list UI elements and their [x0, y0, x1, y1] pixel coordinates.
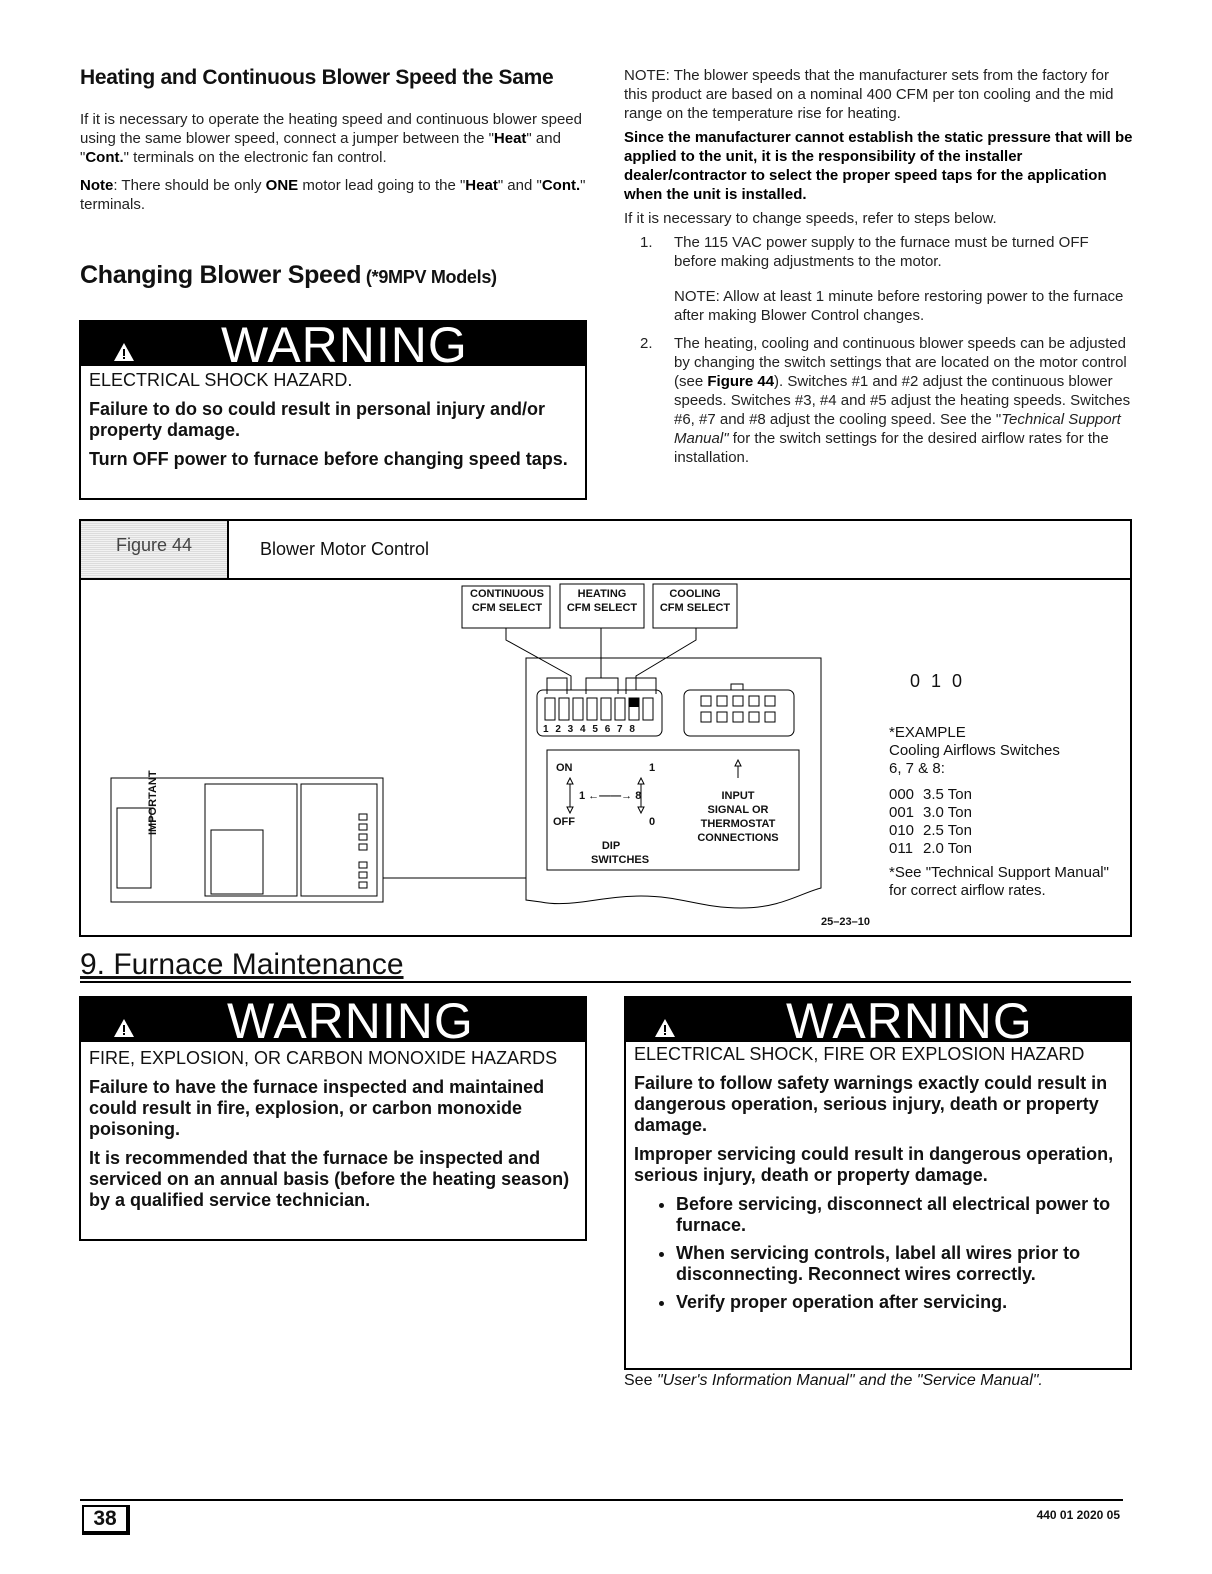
label-line: CFM SELECT	[659, 602, 731, 614]
example-footnote: *See "Technical Support Manual" for correct airflow rates.	[889, 864, 1109, 899]
text: " and "	[497, 177, 542, 194]
manual-ref: Technical Support Manual"	[674, 411, 1121, 447]
step-2	[624, 334, 1134, 467]
warning-bullets	[634, 1194, 1122, 1313]
left-body	[80, 110, 588, 223]
label-line: SWITCHES	[591, 854, 650, 866]
step-note: NOTE: Allow at least 1 minute before restoring power to the furnace after making Blower Control changes.	[674, 288, 1124, 324]
example-value: 3.5 Ton	[923, 786, 972, 803]
figure-label: Figure 44	[115, 535, 193, 555]
continuous-select-label	[463, 587, 551, 615]
text: : There should be only	[113, 177, 266, 194]
text-bold: Cont.	[85, 149, 124, 166]
warning-title: WARNING	[786, 993, 1033, 1049]
warning-consequence: Improper servicing could result in dangerous operation, serious injury, death or property damage.	[634, 1144, 1114, 1185]
step-number: 1.	[640, 234, 653, 251]
figure-ref: Figure 44	[707, 373, 775, 390]
example-code: 011	[889, 840, 913, 857]
example-subtitle: 6, 7 & 8:	[889, 760, 945, 777]
text: " and "	[80, 130, 561, 166]
warning-bullet: • Verify proper operation after servicing.	[676, 1292, 1122, 1313]
input-signal-label	[691, 789, 785, 845]
example-value: 2.5 Ton	[923, 822, 972, 839]
document-number: 440 01 2020 05	[1036, 1508, 1120, 1522]
paragraph-jumper	[80, 110, 588, 167]
heading-small: (*9MPV Models)	[361, 267, 497, 287]
on-value: 1	[649, 762, 656, 774]
warning-hazard: FIRE, EXPLOSION, OR CARBON MONOXIDE HAZARDS	[89, 1048, 558, 1068]
warning-triangle-icon	[654, 1018, 676, 1038]
example-rows	[889, 786, 1119, 858]
label-line: DIP	[601, 840, 621, 852]
warning-hazard: ELECTRICAL SHOCK HAZARD.	[89, 370, 353, 390]
heating-select-label	[560, 587, 644, 615]
right-body	[624, 66, 1134, 476]
figure-title: Blower Motor Control	[260, 539, 430, 559]
example-row	[889, 822, 1119, 840]
warning-body	[626, 1042, 1130, 1326]
warning-header	[81, 993, 585, 1049]
text: The heating, cooling and continuous blower speeds can be adjusted by changing the switch settings that are located on the motor control (see	[674, 335, 1127, 390]
warning-triangle-icon	[113, 1018, 135, 1038]
note-label: Note	[80, 177, 114, 194]
warning-bullet: • Before servicing, disconnect all electrical power to furnace.	[676, 1194, 1122, 1236]
warning-header	[81, 317, 585, 373]
dip-switches-label	[591, 839, 650, 867]
warning-triangle-icon	[113, 342, 135, 362]
drawing-code: 25–23–10	[821, 916, 870, 928]
text: motor lead going to the "	[298, 177, 466, 194]
switch-numbers: 1 2 3 4 5 6 7 8	[543, 724, 637, 735]
example-title: *EXAMPLE	[889, 724, 966, 741]
figure-title-bar	[227, 521, 1130, 580]
warning-box-electrical	[79, 317, 587, 500]
dip-switch-row	[545, 698, 653, 720]
label-line: THERMOSTAT	[700, 818, 776, 830]
text: for the switch settings for the desired airflow rates for the installation.	[674, 430, 1109, 466]
example-setting: 0 1 0	[910, 671, 966, 691]
important-label: IMPORTANT	[147, 770, 159, 835]
heading-main: Changing Blower Speed	[80, 261, 362, 289]
responsibility-paragraph: Since the manufacturer cannot establish the static pressure that will be applied to the unit, it is the responsibility of the installer dealer/contractor to select the proper speed taps for the application when the unit is installed.	[624, 129, 1133, 203]
warning-box-service	[624, 993, 1132, 1370]
example-value: 2.0 Ton	[923, 840, 972, 857]
text: See	[624, 1372, 657, 1389]
example-code: 001	[889, 804, 915, 821]
label-line: SIGNAL OR	[707, 804, 769, 816]
example-row	[889, 786, 1119, 804]
warning-header	[626, 993, 1130, 1049]
step-text: The 115 VAC power supply to the furnace must be turned OFF before making adjustments to the motor.	[674, 234, 1089, 270]
step-number: 2.	[640, 335, 653, 352]
text-bold: Heat	[493, 130, 527, 147]
warning-box-fire	[79, 993, 587, 1241]
page-number: 38	[82, 1505, 130, 1535]
on-label: ON	[556, 762, 573, 774]
warning-instruction: Turn OFF power to furnace before changing speed taps.	[89, 449, 568, 469]
text: If it is necessary to operate the heating speed and continuous blower speed using the same blower speed, connect a jumper between the "	[80, 111, 582, 147]
warning-instruction: It is recommended that the furnace be inspected and serviced on an annual basis (before the heating season) by a qualified service technician.	[89, 1148, 570, 1210]
label-line: CONNECTIONS	[697, 832, 779, 844]
switch-range: 1 ←——→ 8	[579, 790, 642, 802]
text: " terminals on the electronic fan control.	[123, 149, 387, 166]
text-bold: ONE	[265, 177, 299, 194]
off-label: OFF	[553, 816, 575, 828]
example-row	[889, 804, 1119, 822]
text: ). Switches #1 and #2 adjust the continuous blower speeds. Switches #3, #4 and #5 adjust the heating speeds. Switches #6, #7 and #8 adjust the cooling speed. See the "	[674, 373, 1131, 428]
section-heading-heating-cont: Heating and Continuous Blower Speed the Same	[80, 66, 554, 89]
warning-body	[81, 366, 585, 484]
label-line: CFM SELECT	[566, 602, 638, 614]
figure-label-box	[81, 521, 229, 580]
example-code: 000	[889, 786, 915, 803]
section-9-title: 9. Furnace Maintenance	[80, 948, 404, 981]
steps-list	[624, 233, 1134, 467]
example-code: 010	[889, 822, 915, 839]
footer-rule	[80, 1499, 1123, 1501]
text: " terminals.	[80, 177, 586, 213]
label-line: HEATING	[577, 588, 627, 600]
figure-44	[79, 519, 1132, 937]
off-value: 0	[649, 816, 656, 828]
warning-title: WARNING	[221, 317, 468, 373]
warning-title: WARNING	[227, 993, 474, 1049]
label-line: CFM SELECT	[471, 602, 543, 614]
warning-consequence: Failure to do so could result in personal injury and/or property damage.	[89, 399, 546, 440]
warning-body	[81, 1042, 585, 1225]
section-9-heading-bar	[80, 948, 1131, 983]
warning-bullet: • When servicing controls, label all wires prior to disconnecting. Reconnect wires correctly.	[676, 1243, 1122, 1285]
text-bold: Cont.	[541, 177, 581, 194]
example-table	[889, 724, 1119, 900]
step-1	[624, 233, 1134, 325]
note-factory-speeds: NOTE: The blower speeds that the manufacturer sets from the factory for this product are based on a nominal 400 CFM per ton cooling and the mid range on the temperature rise for heating.	[624, 67, 1114, 122]
see-manuals-note	[624, 1372, 1043, 1390]
warning-hazard: ELECTRICAL SHOCK, FIRE OR EXPLOSION HAZARD	[634, 1044, 1085, 1064]
cooling-select-label	[653, 587, 737, 615]
warning-consequence: Failure to have the furnace inspected and maintained could result in fire, explosion, or carbon monoxide poisoning.	[89, 1077, 545, 1139]
label-line: CONTINUOUS	[470, 588, 544, 600]
example-subtitle: Cooling Airflows Switches	[889, 742, 1060, 759]
example-value: 3.0 Ton	[923, 804, 972, 821]
example-row	[889, 840, 1119, 858]
label-line: INPUT	[721, 790, 755, 802]
label-line: COOLING	[669, 588, 721, 600]
text-bold: Heat	[465, 177, 498, 194]
warning-consequence: Failure to follow safety warnings exactly could result in dangerous operation, serious injury, death or property damage.	[634, 1073, 1108, 1135]
paragraph-note	[80, 176, 588, 214]
section-heading-changing-speed	[80, 261, 497, 290]
manual-ref: "User's Information Manual" and the "Service Manual".	[656, 1372, 1043, 1389]
intro-steps: If it is necessary to change speeds, refer to steps below.	[624, 210, 997, 227]
